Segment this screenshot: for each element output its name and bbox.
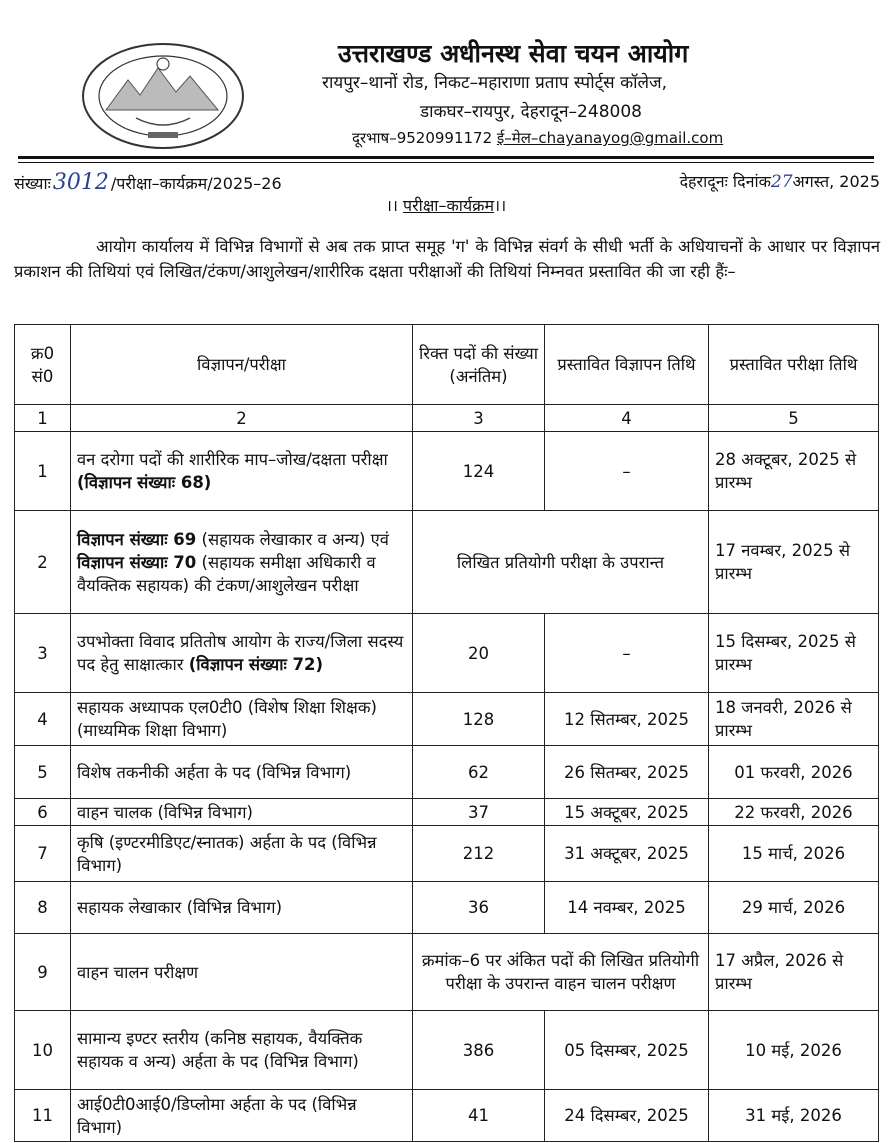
table-row	[15, 882, 879, 934]
header-rule-thick	[18, 156, 874, 159]
row-posts: 20	[413, 614, 545, 693]
row-sno: 9	[15, 934, 71, 1011]
subject-close: ।।	[494, 196, 507, 215]
row-sno: 3	[15, 614, 71, 693]
exam-adv-number: विज्ञापन संख्याः 69	[77, 529, 197, 549]
exam-adv-number: विज्ञापन संख्याः 70	[77, 552, 197, 572]
row-posts: 37	[413, 799, 545, 826]
column-number-row	[15, 405, 879, 432]
row-posts: 212	[413, 826, 545, 882]
table-row	[15, 432, 879, 511]
exam-text: उपभोक्ता विवाद प्रतितोष आयोग के राज्य/जिला सदस्य पद हेतु साक्षात्कार	[77, 632, 404, 674]
subject-open: ।।	[385, 196, 404, 215]
row-exam	[71, 614, 413, 693]
row-posts: 128	[413, 693, 545, 746]
row-sno: 8	[15, 882, 71, 934]
row-sno: 4	[15, 693, 71, 746]
phone-number: दूरभाष–9520991172	[352, 129, 493, 147]
row-exam-date: 18 जनवरी, 2026 से प्रारम्भ	[709, 693, 879, 746]
date-suffix: अगस्त, 2025	[792, 172, 880, 191]
contact-line	[352, 128, 723, 148]
table-row	[15, 614, 879, 693]
row-exam-date: 17 अप्रैल, 2026 से प्रारम्भ	[709, 934, 879, 1011]
handwritten-number: 3012	[52, 170, 109, 195]
row-adv-date: –	[545, 614, 709, 693]
row-adv-date: 26 सितम्बर, 2025	[545, 746, 709, 799]
header-posts: रिक्त पदों की संख्या (अनंतिम)	[413, 325, 545, 405]
row-exam-date: 28 अक्टूबर, 2025 से प्रारम्भ	[709, 432, 879, 511]
intro-paragraph: आयोग कार्यालय में विभिन्न विभागों से अब तक प्राप्त समूह 'ग' के विभिन्न संवर्ग के सीधी भर्ती के अधियाचनों के आधार पर विज्ञापन प्रकाशन की तिथियां एवं लिखित/टंकण/आशुलेखन/शारीरिक दक्षता परीक्षाओं की तिथियां निम्नवत प्रस्तावित की जा रही हैंः–	[14, 237, 880, 281]
exam-adv-number: (विज्ञापन संख्याः 68)	[77, 473, 212, 492]
row-adv-date: 24 दिसम्बर, 2025	[545, 1090, 709, 1142]
row-exam: सामान्य इण्टर स्तरीय (कनिष्ठ सहायक, वैयक्तिक सहायक व अन्य) अर्हता के पद (विभिन्न विभाग)	[71, 1011, 413, 1090]
header-exam: विज्ञापन/परीक्षा	[71, 325, 413, 405]
table-row	[15, 746, 879, 799]
commission-emblem-icon	[78, 40, 248, 150]
row-merged-posts-adv: लिखित प्रतियोगी परीक्षा के उपरान्त	[413, 511, 709, 614]
row-exam: वाहन चालन परीक्षण	[71, 934, 413, 1011]
row-posts: 36	[413, 882, 545, 934]
email-address: ई–मेल–chayanayog@gmail.com	[496, 129, 724, 147]
reference-prefix: संख्याः	[14, 174, 51, 193]
row-posts: 386	[413, 1011, 545, 1090]
exam-schedule-table	[14, 324, 879, 1142]
row-adv-date: 31 अक्टूबर, 2025	[545, 826, 709, 882]
reference-number	[14, 170, 282, 195]
row-adv-date: 14 नवम्बर, 2025	[545, 882, 709, 934]
row-exam	[71, 511, 413, 614]
row-sno: 2	[15, 511, 71, 614]
row-exam-date: 01 फरवरी, 2026	[709, 746, 879, 799]
row-exam: आई0टी0आई0/डिप्लोमा अर्हता के पद (विभिन्न विभाग)	[71, 1090, 413, 1142]
exam-text: वन दरोगा पदों की शारीरिक माप–जोख/दक्षता परीक्षा	[77, 450, 388, 469]
header-rule-thin	[18, 162, 874, 163]
address-line-1: रायपुर–थानों रोड, निकट–महाराणा प्रताप स्पोर्ट्स कॉलेज,	[322, 73, 668, 93]
col-number: 1	[15, 405, 71, 432]
row-posts: 41	[413, 1090, 545, 1142]
row-exam-date: 31 मई, 2026	[709, 1090, 879, 1142]
col-number: 2	[71, 405, 413, 432]
header-adv-date: प्रस्तावित विज्ञापन तिथि	[545, 325, 709, 405]
header-exam-date: प्रस्तावित परीक्षा तिथि	[709, 325, 879, 405]
col-number: 4	[545, 405, 709, 432]
row-posts: 124	[413, 432, 545, 511]
table-header-row	[15, 325, 879, 405]
handwritten-day: 27	[770, 172, 793, 192]
table-row	[15, 511, 879, 614]
subject-heading	[0, 194, 892, 216]
table-row	[15, 693, 879, 746]
row-exam: कृषि (इण्टरमीडिएट/स्नातक) अर्हता के पद (विभिन्न विभाग)	[71, 826, 413, 882]
row-exam-date: 22 फरवरी, 2026	[709, 799, 879, 826]
row-sno: 11	[15, 1090, 71, 1142]
reference-suffix: /परीक्षा–कार्यक्रम/2025–26	[110, 174, 282, 193]
row-adv-date: –	[545, 432, 709, 511]
row-exam: सहायक अध्यापक एल0टी0 (विशेष शिक्षा शिक्षक) (माध्यमिक शिक्षा विभाग)	[71, 693, 413, 746]
row-exam-date: 15 दिसम्बर, 2025 से प्रारम्भ	[709, 614, 879, 693]
row-sno: 6	[15, 799, 71, 826]
row-sno: 10	[15, 1011, 71, 1090]
address-line-2: डाकघर–रायपुर, देहरादून–248008	[420, 102, 642, 122]
row-exam-date: 15 मार्च, 2026	[709, 826, 879, 882]
exam-text: (सहायक लेखाकार व अन्य) एवं	[196, 529, 389, 549]
exam-adv-number: (विज्ञापन संख्याः 72)	[188, 655, 324, 674]
row-exam	[71, 432, 413, 511]
letter-date	[680, 170, 880, 192]
date-prefix: देहरादूनः दिनांक	[679, 172, 771, 191]
row-sno: 1	[15, 432, 71, 511]
table-row	[15, 799, 879, 826]
row-sno: 5	[15, 746, 71, 799]
row-exam: विशेष तकनीकी अर्हता के पद (विभिन्न विभाग)	[71, 746, 413, 799]
row-adv-date: 15 अक्टूबर, 2025	[545, 799, 709, 826]
table-row	[15, 1011, 879, 1090]
table-row	[15, 826, 879, 882]
subject-title: परीक्षा–कार्यक्रम	[403, 196, 495, 215]
row-exam: सहायक लेखाकार (विभिन्न विभाग)	[71, 882, 413, 934]
row-posts: 62	[413, 746, 545, 799]
col-number: 3	[413, 405, 545, 432]
row-exam-date: 17 नवम्बर, 2025 से प्रारम्भ	[709, 511, 879, 614]
row-exam: वाहन चालक (विभिन्न विभाग)	[71, 799, 413, 826]
organization-name: उत्तराखण्ड अधीनस्थ सेवा चयन आयोग	[338, 39, 689, 68]
header-sno: क्र0 सं0	[15, 325, 71, 405]
col-number: 5	[709, 405, 879, 432]
row-exam-date: 10 मई, 2026	[709, 1011, 879, 1090]
table-row	[15, 934, 879, 1011]
row-merged-posts-adv: क्रमांक–6 पर अंकित पदों की लिखित प्रतियोगी परीक्षा के उपरान्त वाहन चालन परीक्षण	[413, 934, 709, 1011]
table-row	[15, 1090, 879, 1142]
row-sno: 7	[15, 826, 71, 882]
row-adv-date: 12 सितम्बर, 2025	[545, 693, 709, 746]
row-adv-date: 05 दिसम्बर, 2025	[545, 1011, 709, 1090]
row-exam-date: 29 मार्च, 2026	[709, 882, 879, 934]
exam-text: (सहायक समीक्षा अधिकारी व वैयक्तिक सहायक) की टंकण/आशुलेखन परीक्षा	[77, 552, 376, 595]
